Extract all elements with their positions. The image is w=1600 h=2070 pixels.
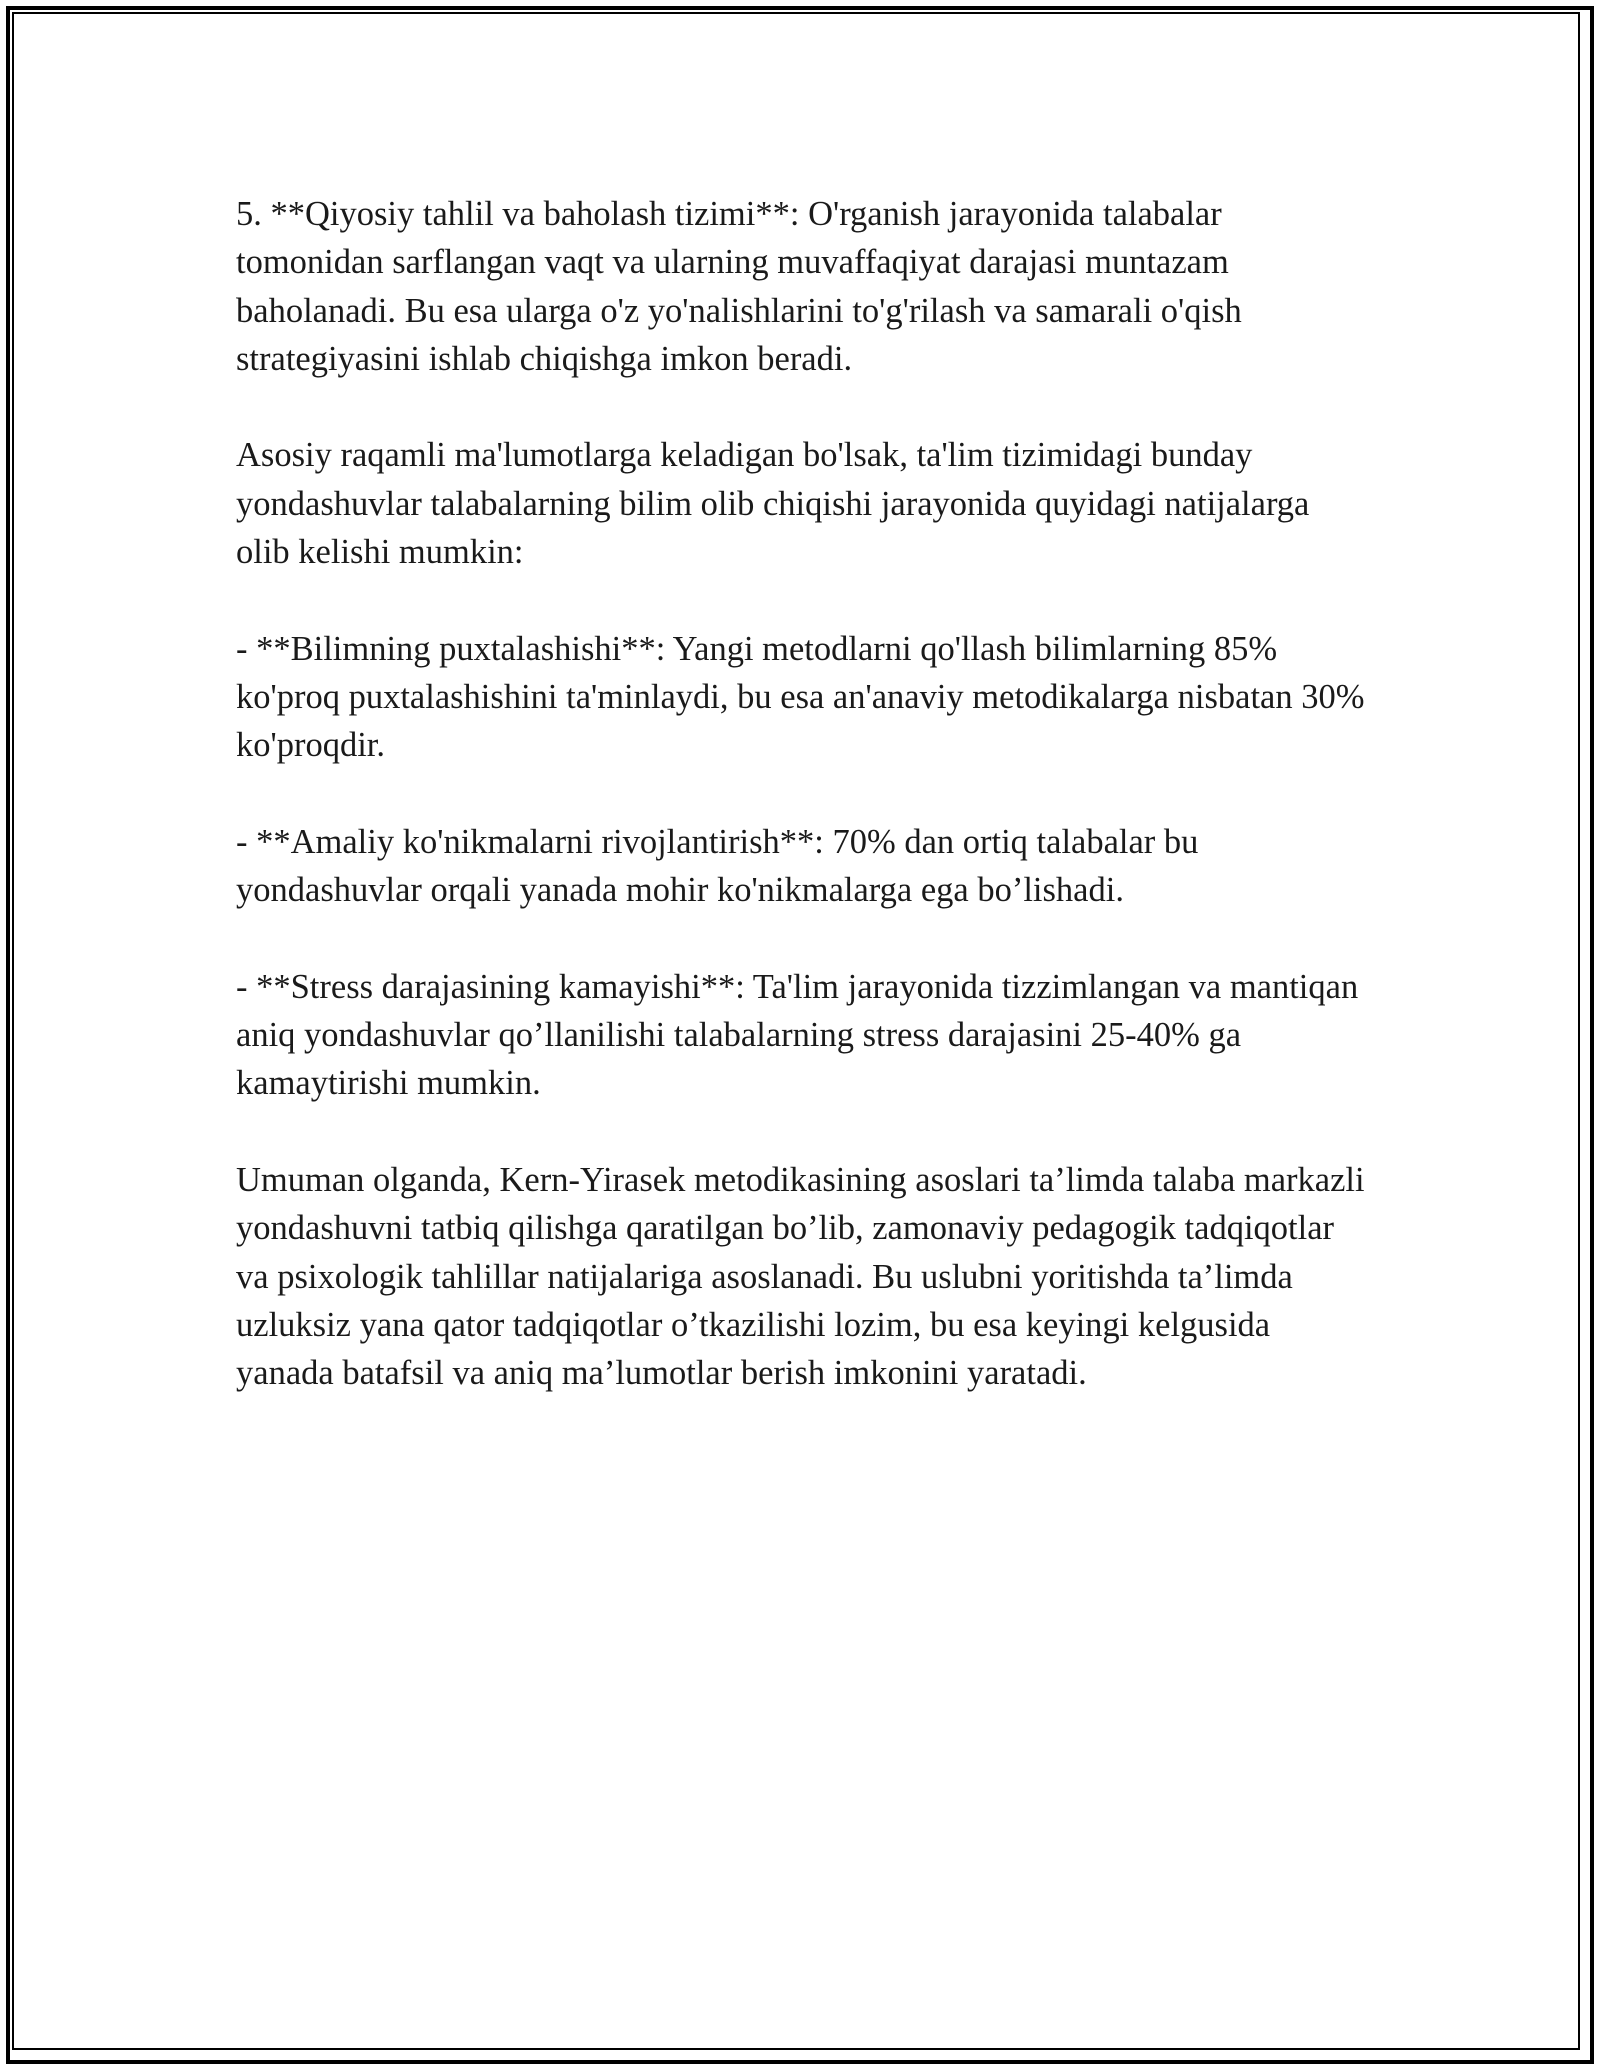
document-body bbox=[236, 190, 1366, 1397]
bullet-practical-skills: - **Amaliy ko'nikmalarni rivojlantirish**: 70% dan ortiq talabalar bu yondashuvlar orqali yanada mohir ko'nikmalarga ega bo’lishadi. bbox=[236, 822, 1199, 910]
paragraph-comparative-analysis: 5. **Qiyosiy tahlil va baholash tizimi**: O'rganish jarayonida talabalar tomonidan sarflangan vaqt va ularning muvaffaqiyat darajasi muntazam baholanadi. Bu esa ularga o'z yo'nalishlarini to'g'rilash va samarali o'qish strategiyasini ishlab chiqishga imkon beradi. bbox=[236, 195, 1242, 378]
bullet-knowledge-retention: - **Bilimning puxtalashishi**: Yangi metodlarni qo'llash bilimlarning 85% ko'proq puxtalashishini ta'minlaydi, bu esa an'anaviy metodikalarga nisbatan 30% ko'proqdir. bbox=[236, 629, 1365, 765]
paragraph-key-data-intro: Asosiy raqamli ma'lumotlarga keladigan bo'lsak, ta'lim tizimidagi bunday yondashuvlar talabalarning bilim olib chiqishi jarayonida quyidagi natijalarga olib kelishi mumkin: bbox=[236, 436, 1310, 572]
bullet-stress-reduction: - **Stress darajasining kamayishi**: Ta'lim jarayonida tizzimlangan va mantiqan aniq yondashuvlar qo’llanilishi talabalarning stress darajasini 25-40% ga kamaytirishi mumkin. bbox=[236, 967, 1359, 1103]
paragraph-conclusion: Umuman olganda, Kern-Yirasek metodikasining asoslari ta’limda talaba markazli yondashuvni tatbiq qilishga qaratilgan bo’lib, zamonaviy pedagogik tadqiqotlar va psixologik tahlillar natijalariga asoslanadi. Bu uslubni yoritishda ta’limda uzluksiz yana qator tadqiqotlar o’tkazilishi lozim, bu esa keyingi kelgusida yanada batafsil va aniq ma’lumotlar berish imkonini yaratadi. bbox=[236, 1160, 1365, 1393]
